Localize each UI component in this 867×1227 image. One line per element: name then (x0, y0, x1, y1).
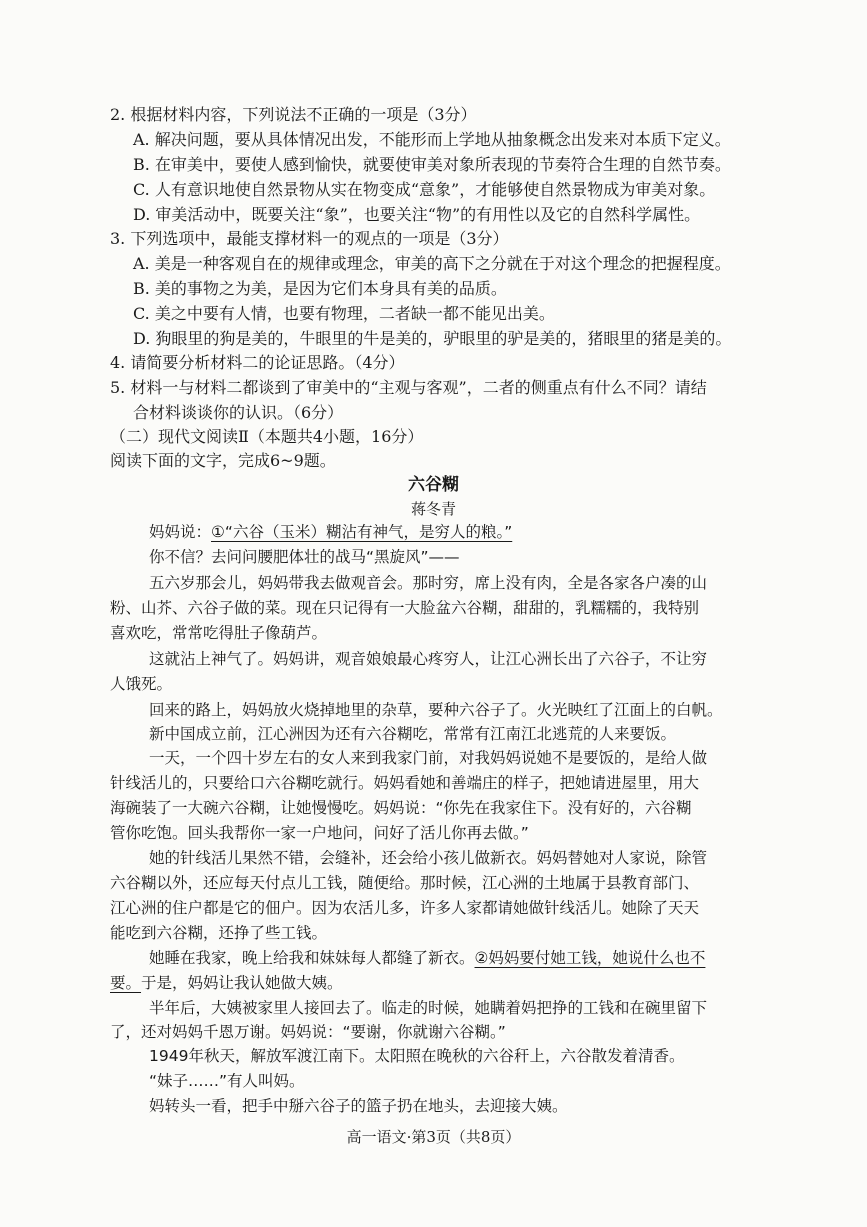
question-2-option-a: A. 解决问题，要从具体情况出发，不能形而上学地从抽象概念出发来对本质下定义。 (133, 130, 731, 149)
story-paragraph-7-line-2: 针线活儿的，只要给口六谷糊吃就行。妈妈看她和善端庄的样子，把她请进屋里，用大 (110, 774, 700, 792)
story-paragraph-10-line-2: 了，还对妈妈千恩万谢。妈妈说：“要谢，你就谢六谷糊。” (110, 1023, 506, 1041)
story-paragraph-7-line-1: 一天，一个四十岁左右的女人来到我家门前，对我妈妈说她不是要饭的，是给人做 (149, 749, 708, 767)
story-paragraph-8-line-2: 六谷糊以外，还应每天付点儿工钱，随便给。那时候，江心洲的土地属于县教育部门、 (110, 874, 700, 892)
story-paragraph-6: 新中国成立前，江心洲因为还有六谷糊吃，常常有江南江北逃荒的人来要饭。 (149, 725, 677, 743)
question-5-line-1: 5. 材料一与材料二都谈到了审美中的“主观与客观”，二者的侧重点有什么不同？请结 (110, 378, 707, 397)
story-paragraph-12: “妹子……”有人叫妈。 (149, 1072, 305, 1090)
story-paragraph-2: 你不信？去问问腰肥体壮的战马“黑旋风”—— (149, 548, 460, 566)
story-paragraph-7-line-3: 海碗装了一大碗六谷糊，让她慢慢吃。妈妈说：“你先在我家住下。没有好的，六谷糊 (110, 799, 692, 817)
question-3-option-d: D. 狗眼里的狗是美的，牛眼里的牛是美的，驴眼里的驴是美的，猪眼里的猪是美的。 (133, 329, 732, 348)
paragraph-9-lead: 她睡在我家，晚上给我和妹妹每人都缝了新衣。 (149, 949, 475, 967)
question-4: 4. 请简要分析材料二的论证思路。（4分） (110, 353, 405, 372)
question-3-option-c: C. 美之中要有人情，也要有物理，二者缺一都不能见出美。 (133, 304, 555, 323)
question-2-stem: 2. 根据材料内容，下列说法不正确的一项是（3分） (110, 105, 477, 124)
question-2-option-c: C. 人有意识地使自然景物从实在物变成“意象”，才能够使自然景物成为审美对象。 (133, 180, 716, 199)
story-paragraph-13: 妈转头一看，把手中掰六谷子的篮子扔在地头，去迎接大姨。 (149, 1097, 568, 1115)
story-paragraph-4-line-2: 人饿死。 (110, 675, 173, 693)
story-paragraph-3-line-1: 五六岁那会儿，妈妈带我去做观音会。那时穷，席上没有肉，全是各家各户凑的山 (149, 574, 708, 592)
story-paragraph-9-line-2 (110, 971, 343, 995)
question-2-option-b: B. 在审美中，要使人感到愉快，就要使审美对象所表现的节奏符合生理的自然节奏。 (133, 155, 731, 174)
story-paragraph-8-line-4: 能吃到六谷糊，还挣了些工钱。 (110, 924, 328, 942)
marked-sentence-2-part-2: 要。 (110, 974, 142, 992)
story-paragraph-11: 1949年秋天，解放军渡江南下。太阳照在晚秋的六谷秆上，六谷散发着清香。 (149, 1047, 685, 1065)
story-paragraph-8-line-1: 她的针线活儿果然不错，会缝补，还会给小孩儿做新衣。妈妈替她对人家说，除管 (149, 849, 708, 867)
story-paragraph-10-line-1: 半年后，大姨被家里人接回去了。临走的时候，她瞒着妈把挣的工钱和在碗里留下 (149, 999, 708, 1017)
story-paragraph-4-line-1: 这就沾上神气了。妈妈讲，观音娘娘最心疼穷人，让江心洲长出了六谷子，不让穷 (149, 650, 708, 668)
marked-sentence-1: ①“六谷（玉米）糊沾有神气，是穷人的粮。” (211, 523, 513, 541)
story-paragraph-5: 回来的路上，妈妈放火烧掉地里的杂草，要种六谷子了。火光映红了江面上的白帆。 (149, 701, 723, 719)
story-paragraph-3-line-3: 喜欢吃，常常吃得肚子像葫芦。 (110, 624, 328, 642)
story-paragraph-3-line-2: 粉、山芥、六谷子做的菜。现在只记得有一大脸盆六谷糊，甜甜的，乳糯糯的，我特别 (110, 599, 700, 617)
story-paragraph-9-line-1 (149, 946, 705, 970)
story-author: 蒋冬青 (410, 500, 456, 518)
story-paragraph-8-line-3: 江心洲的住户都是它的佃户。因为农活儿多，许多人家都请她做针线活儿。她除了天天 (110, 899, 700, 917)
question-3-option-b: B. 美的事物之为美，是因为它们本身具有美的品质。 (133, 279, 507, 298)
paragraph-1-lead: 妈妈说： (149, 523, 212, 541)
section-heading: （二）现代文阅读Ⅱ（本题共4小题，16分） (110, 427, 424, 446)
marked-sentence-2-part-1: ②妈妈要付她工钱，她说什么也不 (474, 949, 706, 967)
page-footer: 高一语文·第3页（共8页） (346, 1128, 521, 1146)
section-instruction: 阅读下面的文字，完成6~9题。 (110, 451, 336, 470)
question-2-option-d: D. 审美活动中，既要关注“象”，也要关注“物”的有用性以及它的自然科学属性。 (133, 205, 701, 224)
question-3-option-a: A. 美是一种客观自在的规律或理念，审美的高下之分就在于对这个理念的把握程度。 (133, 254, 731, 273)
question-5-line-2: 合材料谈谈你的认识。（6分） (133, 403, 344, 422)
paragraph-9-tail: 于是，妈妈让我认她做大姨。 (141, 974, 343, 992)
question-3-stem: 3. 下列选项中，最能支撑材料一的观点的一项是（3分） (110, 229, 509, 248)
story-paragraph-7-line-4: 管你吃饱。回头我帮你一家一户地问，问好了活儿你再去做。” (110, 824, 529, 842)
story-paragraph-1 (149, 520, 512, 544)
story-title: 六谷糊 (408, 475, 459, 495)
